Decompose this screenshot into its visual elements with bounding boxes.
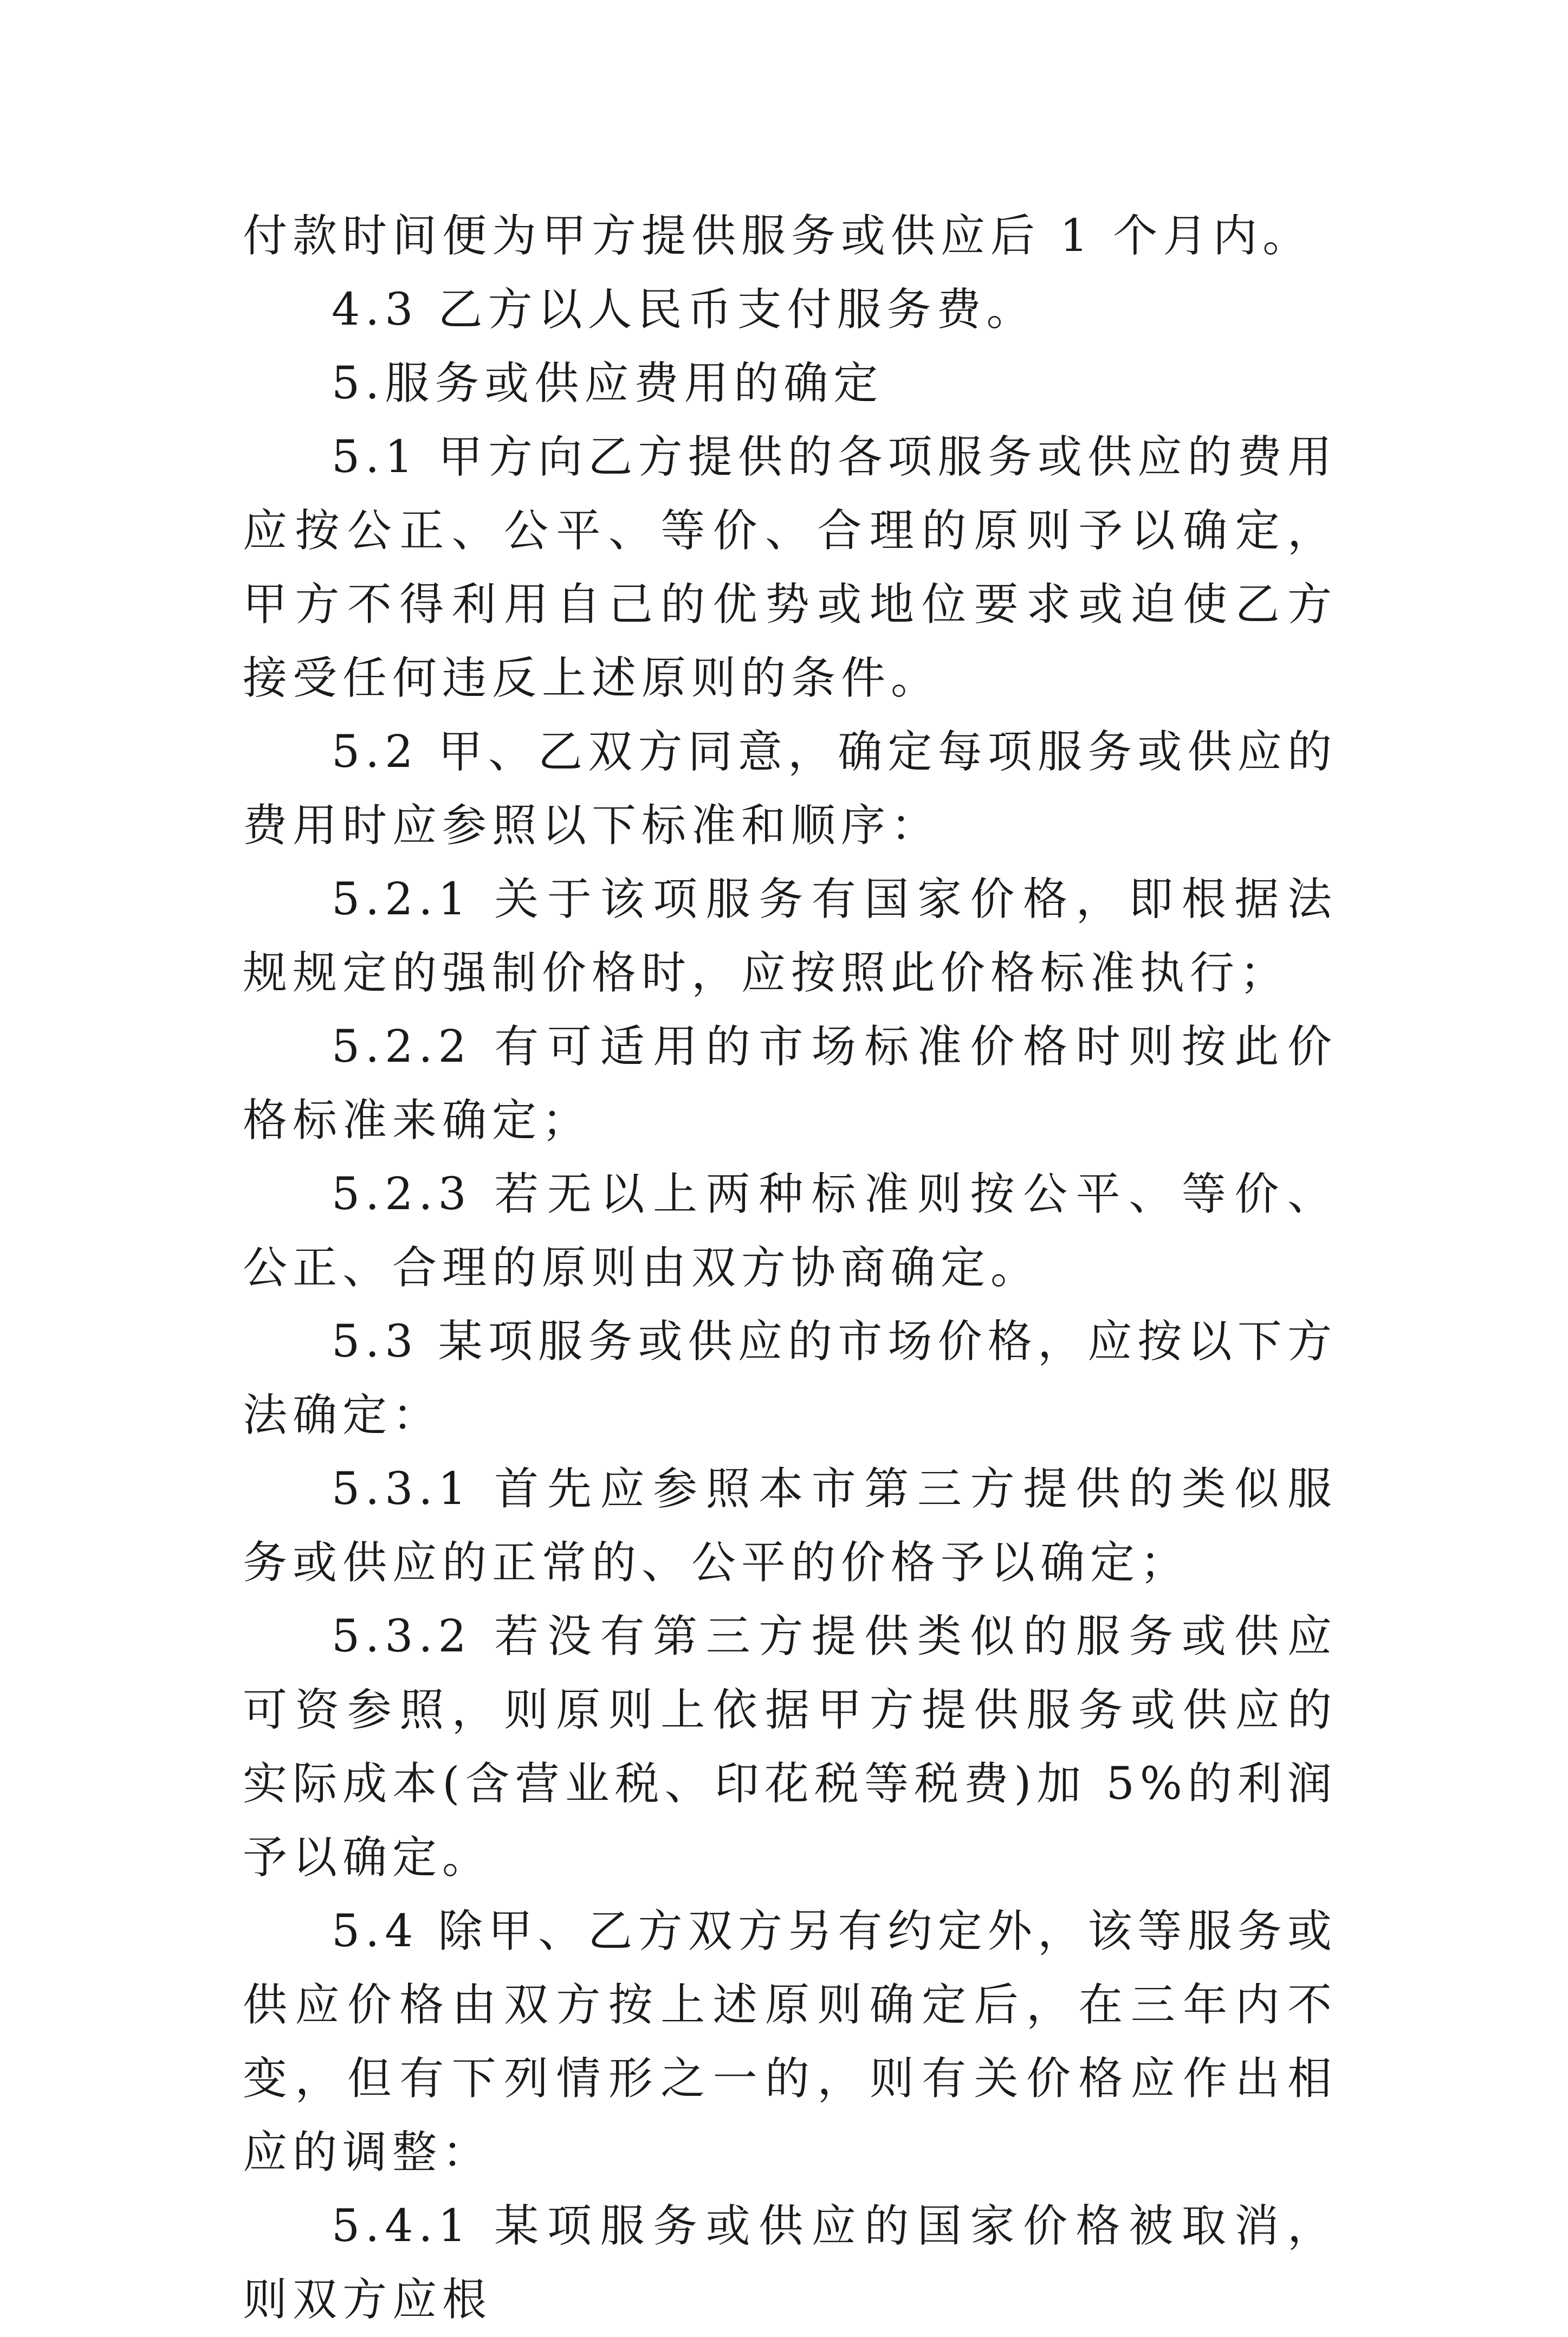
- paragraph-5-2: 5.2 甲、乙双方同意，确定每项服务或供应的费用时应参照以下标准和顺序：: [243, 726, 1337, 851]
- paragraph-5-3-2: 5.3.2 若没有第三方提供类似的服务或供应可资参照，则原则上依据甲方提供服务或供应的实际成本(含营业税、印花税等税费)加 5%的利润予以确定。: [243, 1611, 1337, 1883]
- paragraph-5-4-1: 5.4.1 某项服务或供应的国家价格被取消，则双方应根: [243, 2200, 1337, 2326]
- paragraph-5-2-2: 5.2.2 有可适用的市场标准价格时则按此价格标准来确定；: [243, 1021, 1337, 1146]
- paragraph-5-3-1: 5.3.1 首先应参照本市第三方提供的类似服务或供应的正常的、公平的价格予以确定；: [243, 1463, 1337, 1589]
- paragraph-5-4: 5.4 除甲、乙方双方另有约定外，该等服务或供应价格由双方按上述原则确定后，在三年内不变，但有下列情形之一的，则有关价格应作出相应的调整：: [243, 1906, 1337, 2178]
- paragraph-5-1: 5.1 甲方向乙方提供的各项服务或供应的费用应按公正、公平、等价、合理的原则予以确定，甲方不得利用自己的优势或地位要求或迫使乙方接受任何违反上述原则的条件。: [243, 431, 1337, 704]
- paragraph-payment-time: 付款时间便为甲方提供服务或供应后 1 个月内。: [243, 210, 1313, 262]
- paragraph-4-3: 4.3 乙方以人民币支付服务费。: [332, 284, 1036, 335]
- document-body: [243, 199, 1337, 2337]
- paragraph-5-3: 5.3 某项服务或供应的市场价格，应按以下方法确定：: [243, 1316, 1337, 1441]
- section-heading-5: 5.服务或供应费用的确定: [332, 358, 884, 409]
- paragraph-5-2-1: 5.2.1 关于该项服务有国家价格，即根据法规规定的强制价格时，应按照此价格标准执行；: [243, 874, 1337, 999]
- paragraph-5-2-3: 5.2.3 若无以上两种标准则按公平、等价、公正、合理的原则由双方协商确定。: [243, 1168, 1337, 1294]
